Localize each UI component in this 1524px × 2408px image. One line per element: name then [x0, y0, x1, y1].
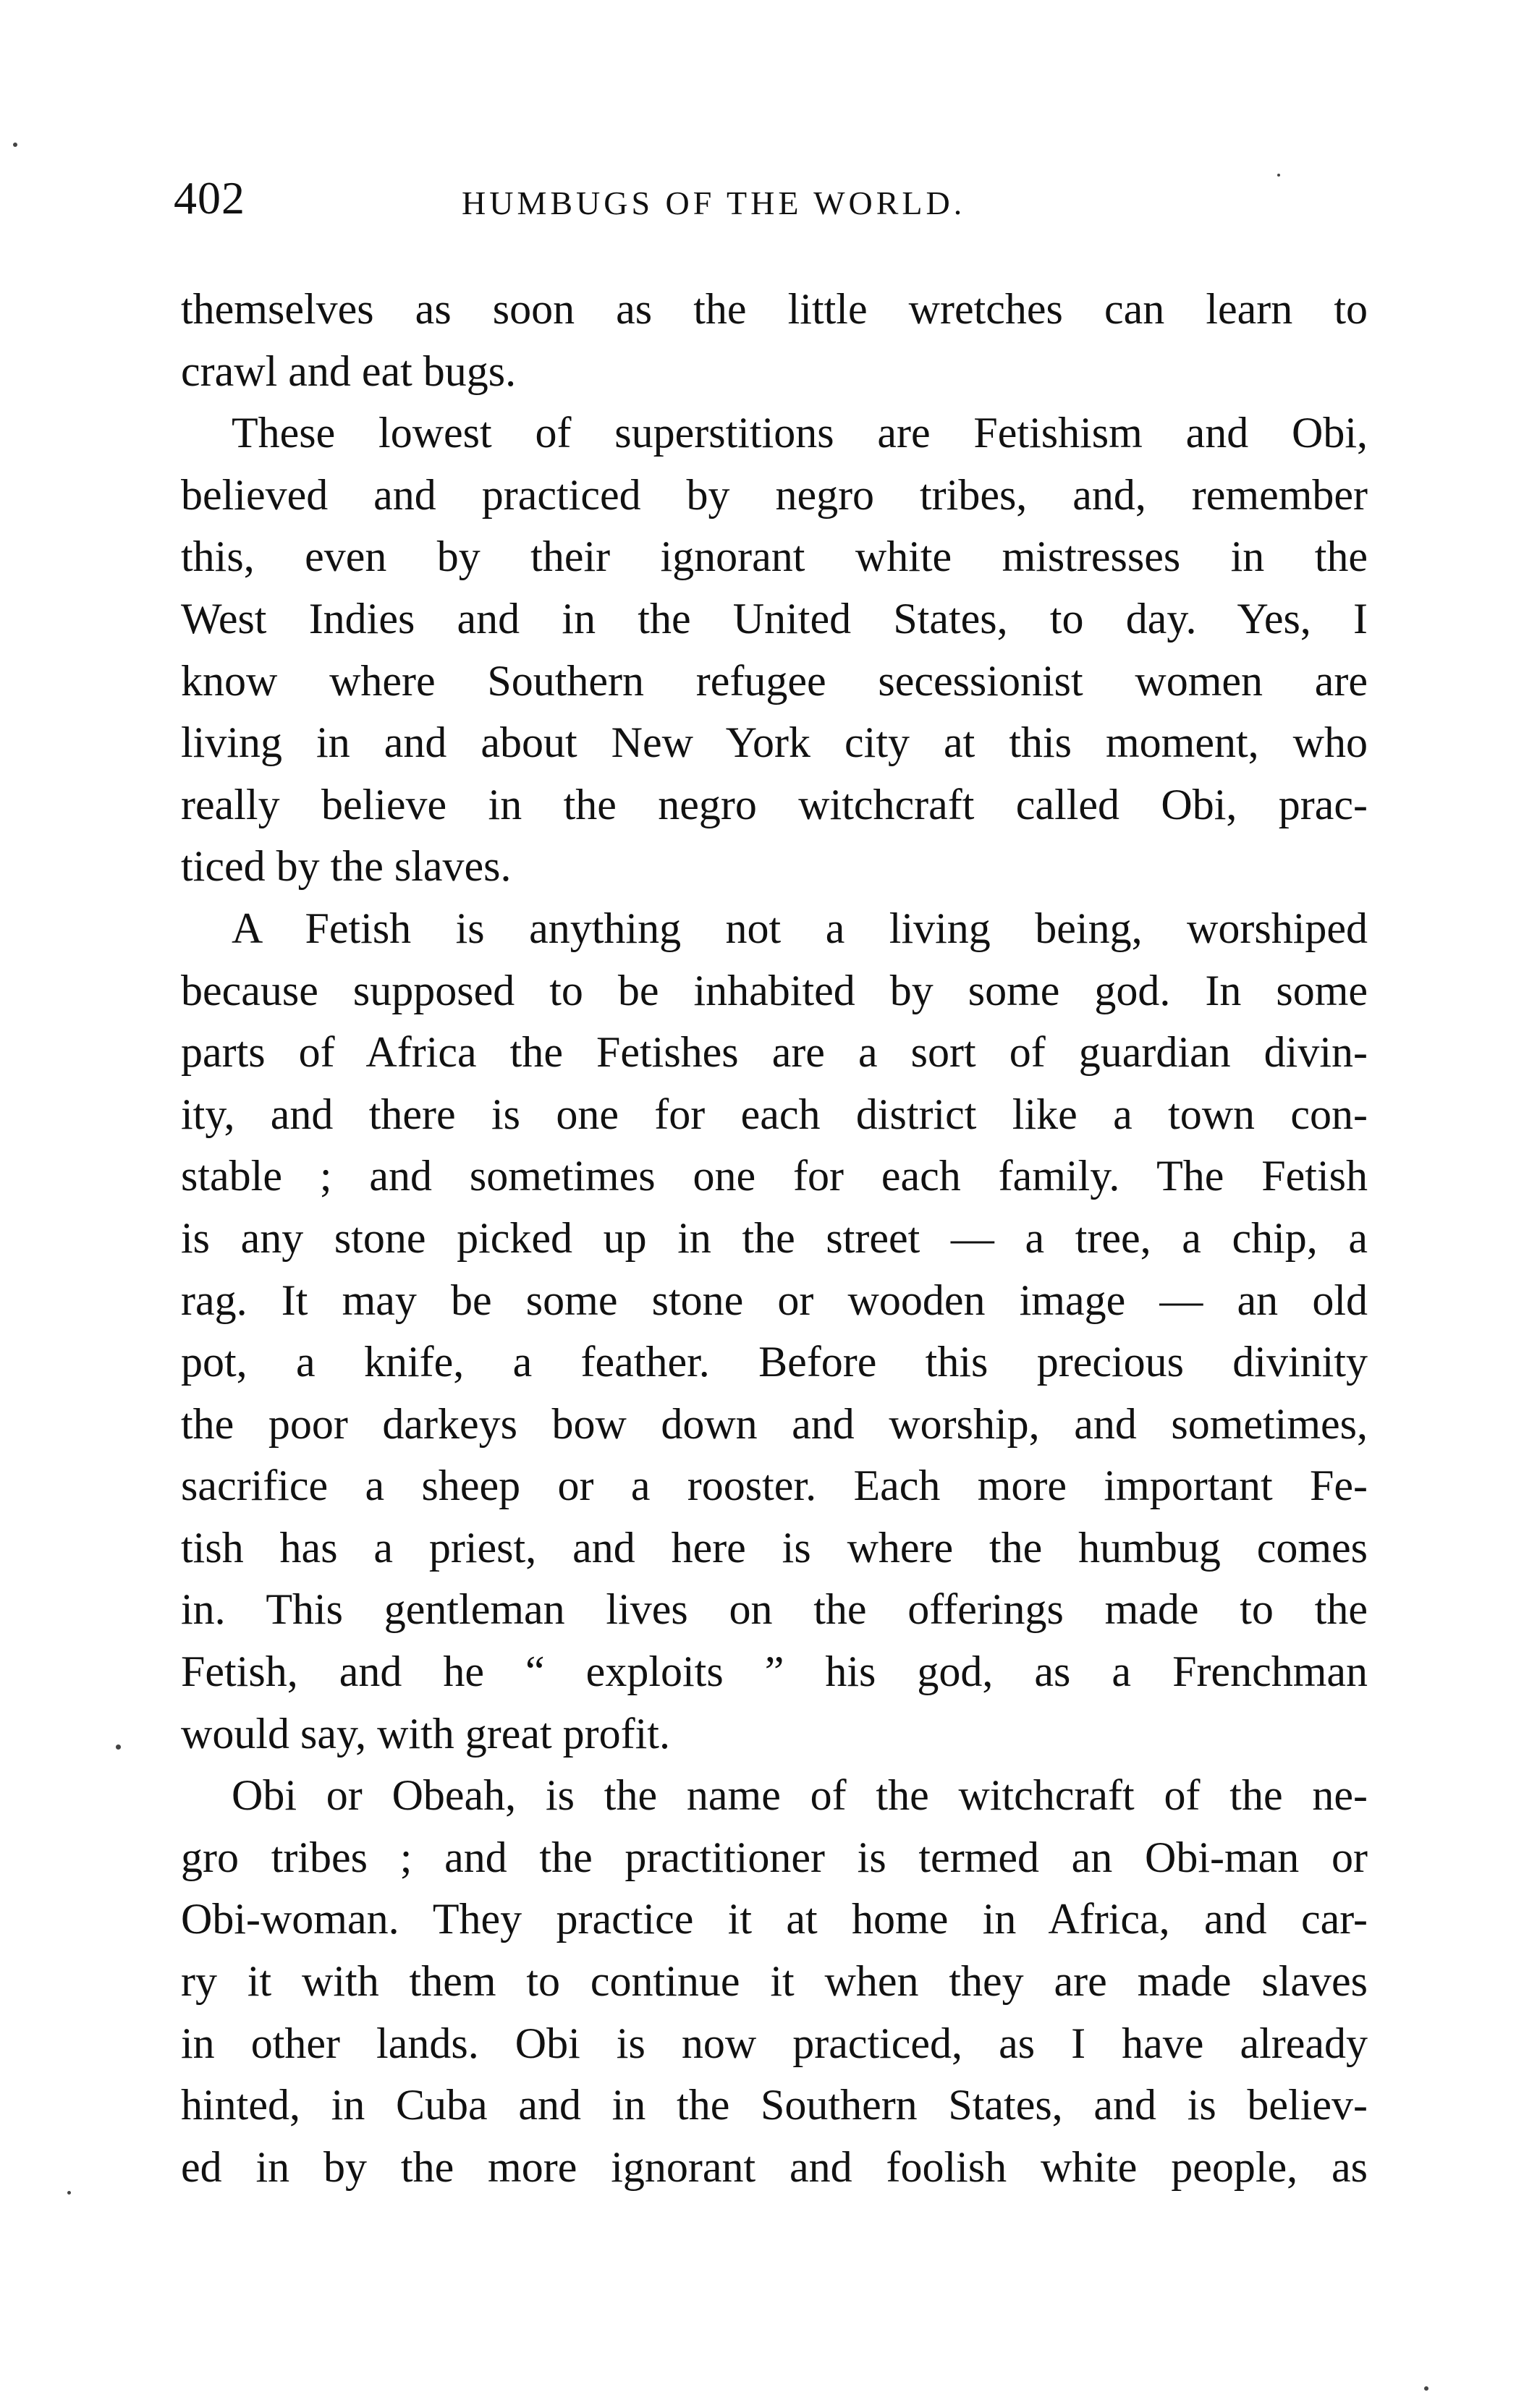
- text-line: ity, and there is one for each district like a town con-: [181, 1090, 1368, 1138]
- text-line: parts of Africa the Fetishes are a sort of guardian divin-: [181, 1028, 1368, 1077]
- text-line: Obi-woman. They practice it at home in Africa, and car-: [181, 1895, 1368, 1943]
- running-title: HUMBUGS OF THE WORLD.: [462, 185, 966, 221]
- body-text: [181, 279, 1368, 2198]
- text-line: really believe in the negro witchcraft called Obi, prac-: [181, 780, 1368, 828]
- text-line: stable ; and sometimes one for each family. The Fetish: [181, 1152, 1368, 1200]
- text-line: in other lands. Obi is now practiced, as I have already: [181, 2019, 1368, 2067]
- page-number: 402: [174, 172, 245, 224]
- text-line: These lowest of superstitions are Fetishism and Obi,: [232, 409, 1368, 457]
- text-line: rag. It may be some stone or wooden image — an old: [181, 1276, 1368, 1324]
- text-line: Fetish, and he “ exploits ” his god, as a Frenchman: [181, 1648, 1368, 1696]
- text-line: hinted, in Cuba and in the Southern States, and is believ-: [181, 2081, 1368, 2129]
- scan-speck: [13, 143, 17, 147]
- text-line: gro tribes ; and the practitioner is termed an Obi-man or: [181, 1833, 1368, 1881]
- text-line: West Indies and in the United States, to day. Yes, I: [181, 594, 1368, 643]
- scan-speck: [1277, 174, 1280, 177]
- text-line: would say, with great profit.: [181, 1709, 670, 1758]
- text-line: because supposed to be inhabited by some god. In some: [181, 966, 1368, 1014]
- text-line: themselves as soon as the little wretches can learn to: [181, 285, 1368, 333]
- scan-speck: [1424, 2386, 1428, 2391]
- text-line: ticed by the slaves.: [181, 842, 512, 891]
- text-line: living in and about New York city at this moment, who: [181, 718, 1368, 767]
- text-line: pot, a knife, a feather. Before this precious divinity: [181, 1338, 1368, 1386]
- text-line: Obi or Obeah, is the name of the witchcraft of the ne-: [232, 1771, 1368, 1820]
- text-line: the poor darkeys bow down and worship, and sometimes,: [181, 1399, 1368, 1448]
- text-line: ed in by the more ignorant and foolish white people, as: [181, 2142, 1368, 2191]
- text-line: this, even by their ignorant white mistresses in the: [181, 533, 1368, 581]
- text-line: A Fetish is anything not a living being, worshiped: [232, 904, 1368, 952]
- text-line: tish has a priest, and here is where the humbug comes: [181, 1523, 1368, 1572]
- text-line: know where Southern refugee secessionist women are: [181, 656, 1368, 705]
- text-line: in. This gentleman lives on the offerings made to the: [181, 1585, 1368, 1634]
- text-line: sacrifice a sheep or a rooster. Each more important Fe-: [181, 1462, 1368, 1510]
- text-line: crawl and eat bugs.: [181, 347, 517, 395]
- text-line: believed and practiced by negro tribes, and, remember: [181, 470, 1368, 519]
- scan-speck: [116, 1744, 121, 1750]
- text-line: is any stone picked up in the street — a tree, a chip, a: [181, 1213, 1368, 1262]
- scan-speck: [67, 2191, 71, 2195]
- text-line: ry it with them to continue it when they are made slaves: [181, 1957, 1368, 2006]
